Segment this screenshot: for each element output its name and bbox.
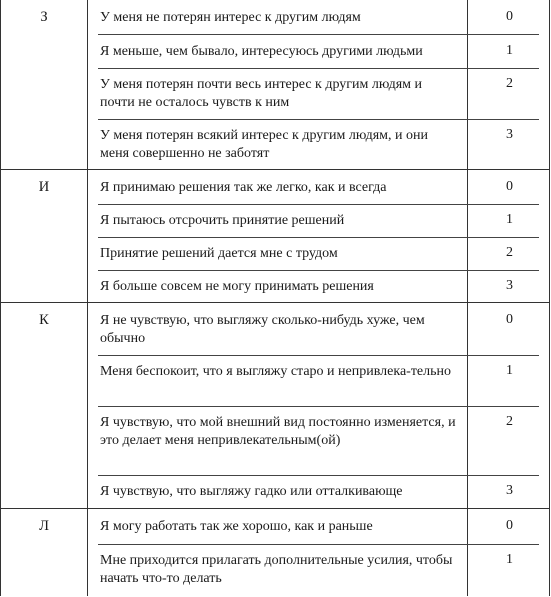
- list-item: [88, 68, 549, 118]
- list-item: [88, 237, 549, 270]
- list-item: [88, 475, 549, 509]
- score-value: 1: [506, 552, 513, 567]
- group-letter: К: [39, 312, 49, 328]
- statement-text: Я пытаюсь отсрочить принятие решений: [100, 213, 345, 228]
- row-divider: [98, 68, 539, 69]
- list-item: [88, 34, 549, 68]
- row-divider: [98, 237, 539, 238]
- statement-text: Я чувствую, что выгляжу гадко или отталкивающе: [100, 484, 403, 499]
- statement-text: Я принимаю решения так же легко, как и всегда: [100, 180, 387, 195]
- group-k: [1, 302, 549, 509]
- statement-text: Мне приходится прилагать дополнительные усилия, чтобы начать что-то делать: [100, 553, 453, 586]
- statement-text: Я чувствую, что мой внешний вид постоянно изменяется, и это делает меня непривлекательным(ой): [100, 415, 456, 448]
- list-item: [88, 270, 549, 303]
- list-item: [88, 406, 549, 473]
- list-item: [88, 170, 549, 203]
- score-value: 3: [506, 483, 513, 498]
- group-letter: З: [40, 9, 48, 25]
- row-divider: [98, 34, 539, 35]
- list-item: [88, 303, 549, 353]
- score-value: 0: [506, 9, 513, 24]
- row-divider: [98, 406, 539, 407]
- list-item: [88, 119, 549, 169]
- group-l: [1, 508, 549, 597]
- row-divider: [98, 355, 539, 356]
- statement-text: Я больше совсем не могу принимать решения: [100, 279, 374, 294]
- score-value: 3: [506, 127, 513, 142]
- score-value: 3: [506, 278, 513, 293]
- score-value: 0: [506, 312, 513, 327]
- score-value: 2: [506, 76, 513, 91]
- statement-text: У меня потерян почти весь интерес к другим людям и почти не осталось чувств к ним: [100, 77, 423, 110]
- statement-text: У меня не потерян интерес к другим людям: [100, 10, 361, 25]
- score-value: 1: [506, 363, 513, 378]
- row-divider: [98, 475, 539, 476]
- group-letter: И: [38, 179, 50, 195]
- row-divider: [98, 544, 539, 545]
- list-item: [88, 204, 549, 237]
- score-value: 1: [506, 43, 513, 58]
- statement-text: Меня беспокоит, что я выгляжу старо и непривлека-тельно: [100, 364, 452, 379]
- list-item: [88, 544, 549, 594]
- score-value: 0: [506, 518, 513, 533]
- score-value: 1: [506, 212, 513, 227]
- row-divider: [98, 270, 539, 271]
- score-value: 2: [506, 414, 513, 429]
- statement-text: Я меньше, чем бывало, интересуюсь другими людьми: [100, 44, 423, 59]
- row-divider: [98, 119, 539, 120]
- list-item: [88, 0, 549, 33]
- group-i: [1, 169, 549, 303]
- row-divider: [98, 204, 539, 205]
- list-item: [88, 509, 549, 543]
- group-letter: Л: [39, 518, 49, 534]
- group-z: [1, 0, 549, 169]
- score-value: 0: [506, 179, 513, 194]
- statement-text: Я не чувствую, что выгляжу сколько-нибудь хуже, чем обычно: [100, 313, 425, 346]
- list-item: [88, 355, 549, 405]
- score-value: 2: [506, 245, 513, 260]
- statement-text: У меня потерян всякий интерес к другим людям, и они меня совершенно не заботят: [100, 128, 429, 161]
- statement-text: Принятие решений дается мне с трудом: [100, 246, 338, 261]
- statement-text: Я могу работать так же хорошо, как и раньше: [100, 519, 373, 534]
